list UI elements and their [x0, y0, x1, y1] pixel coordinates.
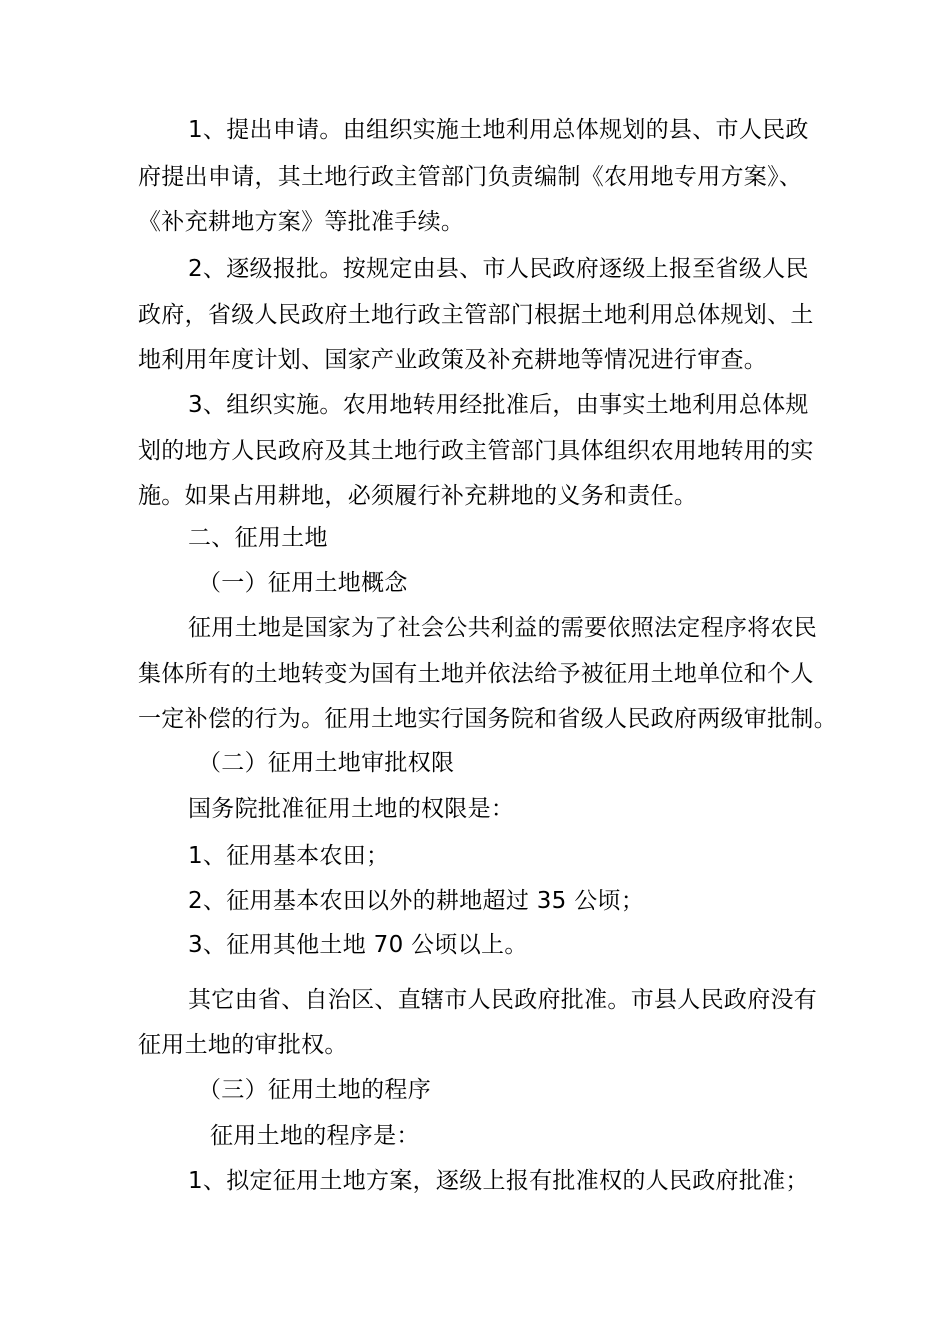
paragraph-line: 2、逐级报批。按规定由县、市人民政府逐级上报至省级人民: [188, 256, 809, 282]
section-heading: 二、征用土地: [188, 525, 328, 551]
paragraph-line: 3、组织实施。农用地转用经批准后，由事实土地利用总体规: [188, 392, 809, 418]
paragraph-line: 国务院批准征用土地的权限是：: [188, 796, 515, 822]
subsection-heading: （二）征用土地审批权限: [198, 750, 455, 776]
subsection-heading: （一）征用土地概念: [198, 570, 408, 596]
list-item: 1、拟定征用土地方案，逐级上报有批准权的人民政府批准；: [188, 1168, 809, 1194]
paragraph-line: 政府，省级人民政府土地行政主管部门根据土地利用总体规划、土: [138, 302, 814, 328]
subsection-heading: （三）征用土地的程序: [198, 1077, 431, 1103]
paragraph-line: 征用土地是国家为了社会公共利益的需要依照法定程序将农民: [188, 615, 818, 641]
paragraph-line: 其它由省、自治区、直辖市人民政府批准。市县人民政府没有: [188, 987, 818, 1013]
paragraph-line: 一定补偿的行为。征用土地实行国务院和省级人民政府两级审批制。: [138, 706, 837, 732]
list-item: 1、征用基本农田；: [188, 843, 390, 869]
list-item: 2、征用基本农田以外的耕地超过 35 公顷；: [188, 888, 645, 914]
paragraph-line: 集体所有的土地转变为国有土地并依法给予被征用土地单位和个人: [138, 661, 814, 687]
paragraph-line: 划的地方人民政府及其土地行政主管部门具体组织农用地转用的实: [138, 438, 814, 464]
paragraph-line: 施。如果占用耕地，必须履行补充耕地的义务和责任。: [138, 483, 698, 509]
paragraph-line: 征用土地的程序是：: [210, 1123, 420, 1149]
paragraph-line: 《补充耕地方案》等批准手续。: [138, 209, 465, 235]
paragraph-line: 地利用年度计划、国家产业政策及补充耕地等情况进行审查。: [138, 347, 768, 373]
list-item: 3、征用其他土地 70 公顷以上。: [188, 932, 528, 958]
paragraph-line: 1、提出申请。由组织实施土地利用总体规划的县、市人民政: [188, 117, 809, 143]
paragraph-line: 征用土地的审批权。: [138, 1032, 348, 1058]
paragraph-line: 府提出申请，其土地行政主管部门负责编制《农用地专用方案》、: [138, 164, 803, 190]
